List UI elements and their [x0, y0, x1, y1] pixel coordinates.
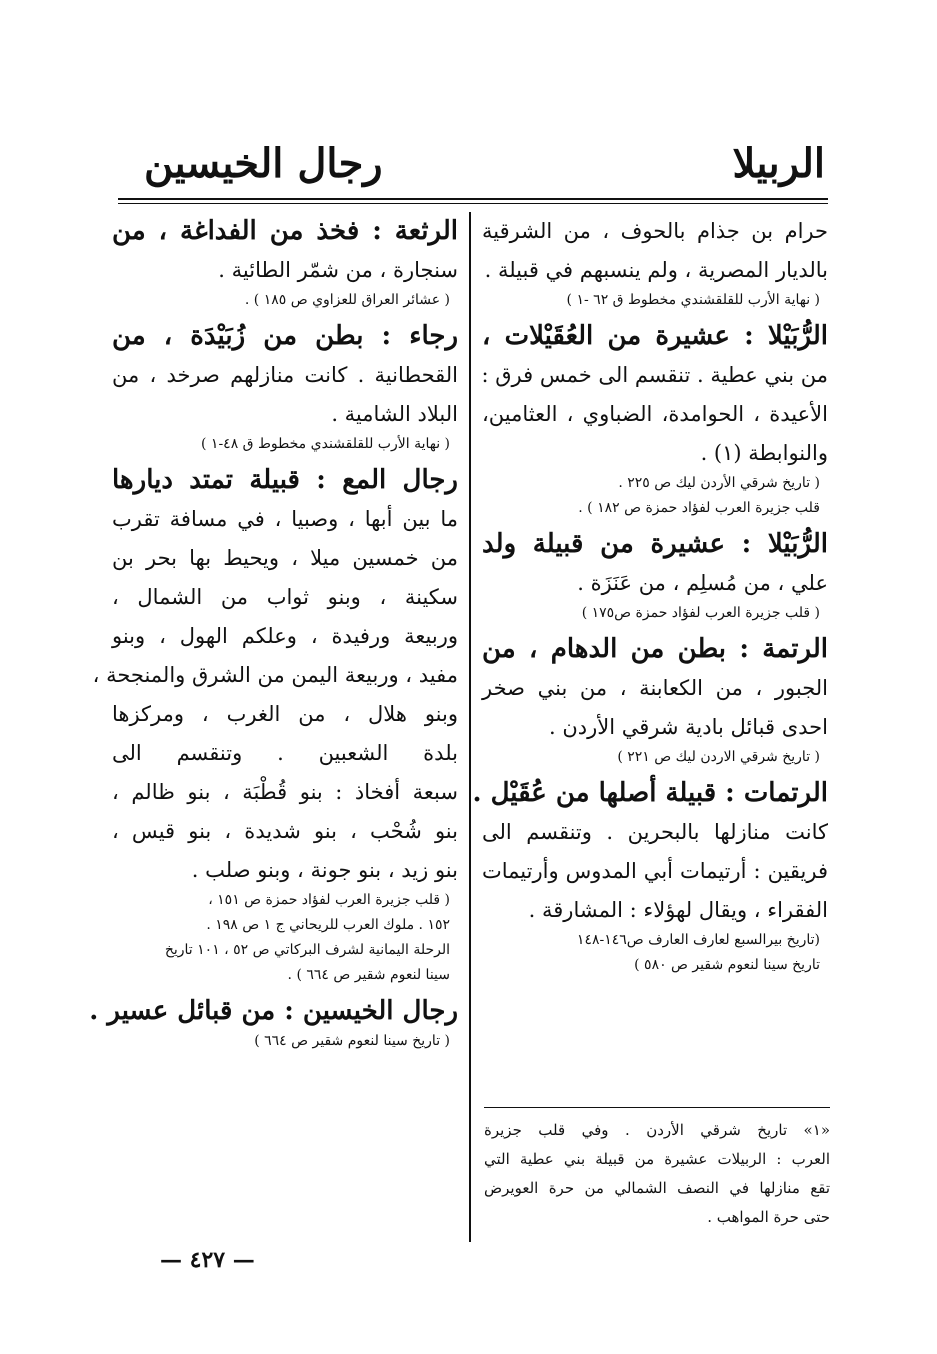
entry-heading-line: الرتمات : قبيلة أصلها من عُقَيْل . [472, 778, 828, 808]
entry-reference: ( قلب جزيرة العرب لفؤاد حمزة ص١٧٥ ) [581, 605, 820, 621]
entry-heading-line: رجاء : بطن من زُبَيْدَة ، من [112, 321, 458, 351]
entry-line: بنو زيد ، بنو جونة ، وبنو صلب . [191, 858, 458, 882]
entry-line: الفقراء ، ويقال لهؤلاء : المشارقة . [528, 898, 828, 922]
entry-rubaila-2 [482, 525, 828, 626]
entry-line: وربيعة ورفيدة ، وعلكم الهول ، وبنو [112, 624, 458, 648]
entry-rubaila-1 [482, 317, 828, 521]
entry-ratmat [472, 774, 828, 978]
entry-reference: ( عشائر العراق للعزاوي ص ١٨٥ ) . [244, 292, 450, 308]
entry-reference: ( تاريخ سينا لنعوم شقير ص ٦٦٤ ) [254, 1033, 450, 1049]
entry-line: علي ، من مُسلِم ، من عَنَزَة . [577, 571, 828, 595]
entry-line: كانت منازلها بالبحرين . وتنقسم الى [482, 820, 828, 844]
footnote-line: حتى حرة المواهب . [707, 1208, 830, 1226]
entry-line: ما بين أبها ، وصبيا ، في مسافة تقرب [112, 507, 458, 531]
entry-reference: ( نهاية الأرب للقلقشندي مخطوط ق ٦٢ -١ ) [566, 292, 820, 308]
entry-reference: الرحلة اليمانية لشرف البركاتي ص ٥٢ ، ١٠١ تاريخ [164, 942, 450, 958]
entry-line: سبعة أفخاذ : بنو قُطْبَة ، بنو ظالم ، [112, 780, 458, 804]
entry-line: البلاد الشامية . [331, 402, 458, 426]
entry-reference: ( قلب جزيرة العرب لفؤاد حمزة ص ١٥١ ، [208, 892, 450, 908]
footnote [484, 1116, 830, 1232]
entry-rathaa [112, 212, 458, 313]
header-rule-thin [118, 203, 828, 204]
footnote-line: تقع منازلها في النصف الشمالي من حرة العويرض [484, 1179, 830, 1197]
entry-rajaa [112, 317, 458, 457]
entry-line: القحطانية . كانت منازلهم صرخد ، من [112, 363, 458, 387]
entry-line: بنو شُحْب ، بنو شديدة ، بنو قيس ، [112, 819, 458, 843]
entry-line: احدى قبائل بادية شرقي الأردن . [549, 715, 828, 739]
entry-line: فريقين : أرتيمات أبي المدوس وأرتيمات [482, 859, 828, 883]
entry-line: سنجارة ، من شمّر الطائية . [218, 258, 458, 282]
entry-reference: ( تاريخ شرقي الأردن ليك ص ٢٢٥ . [618, 475, 820, 491]
footnote-rule [484, 1107, 830, 1108]
header-rule [118, 198, 828, 200]
entry-line: وبنو هلال ، من الغرب ، ومركزها [112, 702, 458, 726]
entry-line: والنوابطة (١) . [700, 441, 828, 465]
footnote-line: «١» تاريخ شرقي الأردن . وفي قلب جزيرة [484, 1121, 830, 1139]
entry-line: الجبور ، من الكعابنة ، من بني صخر [482, 676, 828, 700]
entry-reference: ( نهاية الأرب للقلقشندي مخطوط ق ٤٨-١ ) [200, 436, 450, 452]
entry-line: بلدة الشعبين . وتنقسم الى [112, 741, 458, 765]
entry-reference: ( تاريخ شرقي الاردن ليك ص ٢٢١ ) [617, 749, 820, 765]
entry-line: حرام بن جذام بالحوف ، من الشرقية [482, 219, 828, 243]
running-header-left: رجال الخيسين [144, 140, 383, 187]
entry-ratma [482, 630, 828, 770]
entry-line: من بني عطية . تنقسم الى خمس فرق : [481, 363, 828, 387]
entry-line: مفيد ، وربيعة اليمن من الشرق والمنجحة ، [92, 663, 458, 687]
entry-line: الأعيدة ، الحوامدة، الضباوي ، العثامين، [482, 402, 828, 426]
entry-line: سكينة ، وبنو ثواب من الشمال ، [112, 585, 458, 609]
entry-rijal-almaa [92, 461, 458, 988]
entry-reference: (تاريخ بيرالسبع لعارف العارف ص١٤٦-١٤٨ [576, 932, 820, 948]
left-column [89, 212, 458, 1058]
entry-rijal-alkhaysin [89, 992, 458, 1054]
footnote-line: العرب : الربيلات عشيرة من قبيلة بني عطية التي [484, 1150, 830, 1168]
entry-heading-line: الرُّبَيْلا : عشيرة من قبيلة ولد [482, 529, 828, 559]
entry-heading-line: الرتمة : بطن من الدهام ، من [482, 634, 828, 664]
entry-reference: ١٥٢ . ملوك العرب للريحاني ج ١ ص ١٩٨ . [206, 917, 450, 933]
entry-haram [482, 212, 828, 313]
entry-heading-line: الرُّبَيْلا : عشيرة من العُقَيْلات ، [482, 321, 828, 351]
column-divider [469, 212, 471, 1242]
entry-heading-line: رجال المع : قبيلة تمتد ديارها [112, 465, 458, 495]
entry-reference: قلب جزيرة العرب لفؤاد حمزة ص ١٨٢ ) . [578, 500, 820, 516]
entry-reference: سينا لنعوم شقير ص ٦٦٤ ) . [287, 967, 450, 983]
entry-heading-line: الرثعة : فخذ من الفداغة ، من [112, 216, 458, 246]
entry-line: بالديار المصرية ، ولم ينسبهم في قبيلة . [484, 258, 828, 282]
entry-reference: تاريخ سينا لنعوم شقير ص ٥٨٠ ) [634, 957, 820, 973]
running-header-right: الربيلا [732, 140, 825, 187]
entry-line: من خمسين ميلا ، ويحيط بها بحر بن [112, 546, 458, 570]
right-column [472, 212, 828, 982]
entry-heading-line: رجال الخيسين : من قبائل عسير . [89, 996, 458, 1026]
page-number: — ٤٢٧ — [160, 1247, 255, 1273]
